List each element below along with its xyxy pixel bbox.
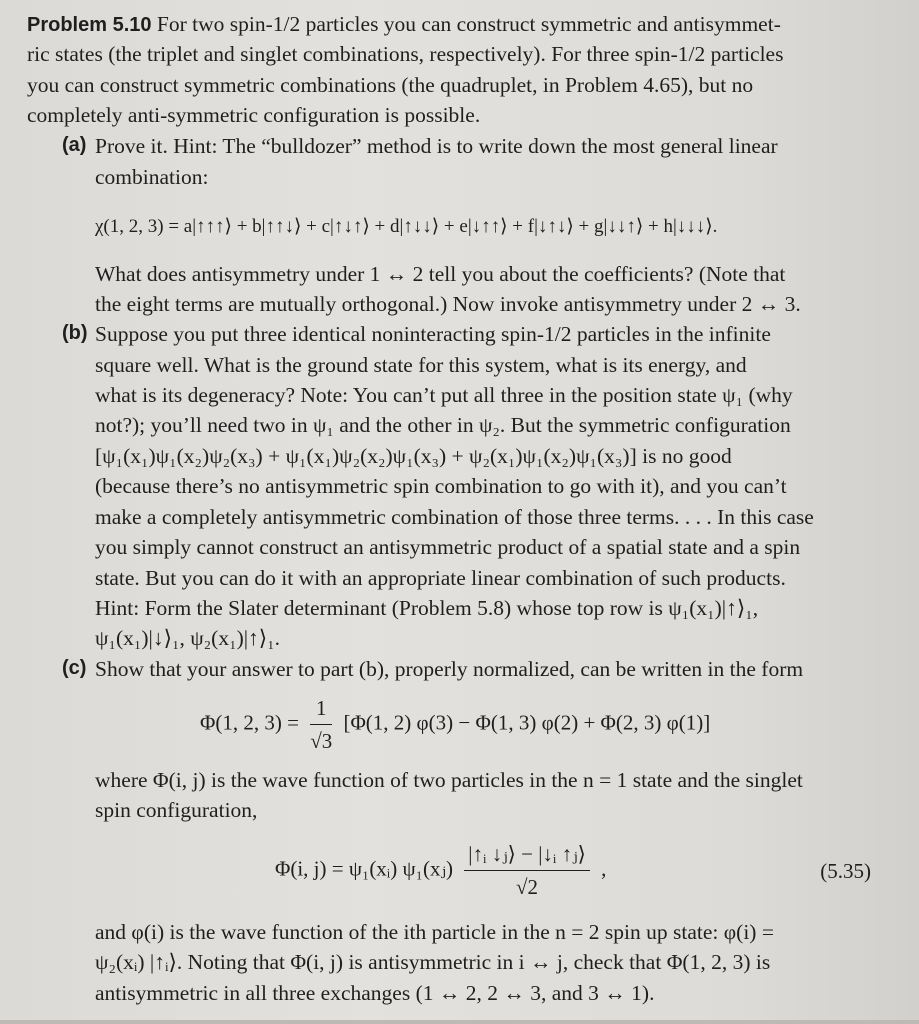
problem-intro-line-3: you can construct symmetric combinations (the quadruplet, in Problem 4.65), but no [27,73,754,97]
part-c-label: (c) [62,657,87,679]
page-bottom-edge [0,1020,919,1024]
eq2-tail: , [601,856,607,881]
eq1-rhs: [Φ(1, 2) φ(3) − Φ(1, 3) φ(2) + Φ(2, 3) φ(1)] [343,710,711,735]
part-b-label: (b) [62,322,88,344]
part-c-mid-line-1: where Φ(i, j) is the wave function of two particles in the n = 1 state and the singlet [95,768,803,792]
part-c-line-1: Show that your answer to part (b), properly normalized, can be written in the form [95,657,804,681]
part-c-end-line-3: antisymmetric in all three exchanges (1 ↔ 2, 2 ↔ 3, and 3 ↔ 1). [95,981,655,1005]
part-a-line-1: Prove it. Hint: The “bulldozer” method is to write down the most general linear [95,134,778,158]
eq1-lhs: Φ(1, 2, 3) = [200,710,299,735]
part-b-line-10: Hint: Form the Slater determinant (Problem 5.8) whose top row is ψ₁(x₁)|↑⟩₁, [95,596,759,620]
part-a-label: (a) [62,134,87,156]
part-b-line-7: make a completely antisymmetric combination of those three terms. . . . In this case [95,505,814,529]
part-b-line-3: what is its degeneracy? Note: You can’t put all three in the position state ψ₁ (why [95,383,793,407]
part-a-line-2: combination: [95,165,209,189]
eq1-denominator: √3 [310,729,333,753]
part-b-line-9: state. But you can do it with an appropriate linear combination of such products. [95,566,786,590]
part-b-line-8: you simply cannot construct an antisymmetric product of a spatial state and a spin [95,535,801,559]
part-a-after-line-1: What does antisymmetry under 1 ↔ 2 tell you about the coefficients? (Note that [95,262,786,286]
part-b-line-5: [ψ₁(x₁)ψ₁(x₂)ψ₂(x₃) + ψ₁(x₁)ψ₂(x₂)ψ₁(x₃) + ψ₂(x₁)ψ₁(x₂)ψ₁(x₃)] is no good [95,444,732,468]
problem-intro-line-1: Problem 5.10 For two spin-1/2 particles you can construct symmetric and antisymmet- [27,12,781,36]
part-b-line-11: ψ₁(x₁)|↓⟩₁, ψ₂(x₁)|↑⟩₁. [95,626,281,650]
part-b-line-4: not?); you’ll need two in ψ₁ and the other in ψ₂. But the symmetric configuration [95,413,791,437]
eq2-fraction [464,840,590,901]
part-c-end-line-1: and φ(i) is the wave function of the ith particle in the n = 2 spin up state: φ(i) = [95,920,774,944]
eq1-fraction [310,694,332,755]
part-b-line-1: Suppose you put three identical noninteracting spin-1/2 particles in the infinite [95,322,771,346]
eq1-numerator: 1 [310,694,332,725]
eq2-numerator: |↑ᵢ ↓ⱼ⟩ − |↓ᵢ ↑ⱼ⟩ [464,840,590,871]
part-b-line-2: square well. What is the ground state for this system, what is its energy, and [95,353,747,377]
problem-intro-line-4: completely anti-symmetric configuration is possible. [27,103,481,127]
problem-label: Problem 5.10 [27,14,152,36]
part-a-after-line-2: the eight terms are mutually orthogonal.) Now invoke antisymmetry under 2 ↔ 3. [95,292,801,316]
part-a-equation: χ(1, 2, 3) = a|↑↑↑⟩ + b|↑↑↓⟩ + c|↑↓↑⟩ + d|↑↓↓⟩ + e|↓↑↑⟩ + f|↓↑↓⟩ + g|↓↓↑⟩ + h|↓↓↓⟩. [95,216,718,237]
equation-phi-123 [200,694,710,755]
equation-phi-ij [275,840,606,901]
part-c-mid-line-2: spin configuration, [95,798,258,822]
part-c-end-line-2: ψ₂(xᵢ) |↑ᵢ⟩. Noting that Φ(i, j) is antisymmetric in i ↔ j, check that Φ(1, 2, 3) is [95,950,771,974]
equation-number: (5.35) [820,859,871,883]
eq2-denominator: √2 [516,875,539,899]
problem-intro-line-2: ric states (the triplet and singlet combinations, respectively). For three spin-1/2 particles [27,42,784,66]
eq2-lhs: Φ(i, j) = ψ₁(xᵢ) ψ₁(xⱼ) [275,856,453,881]
part-b-line-6: (because there’s no antisymmetric spin combination to go with it), and you can’t [95,474,787,498]
